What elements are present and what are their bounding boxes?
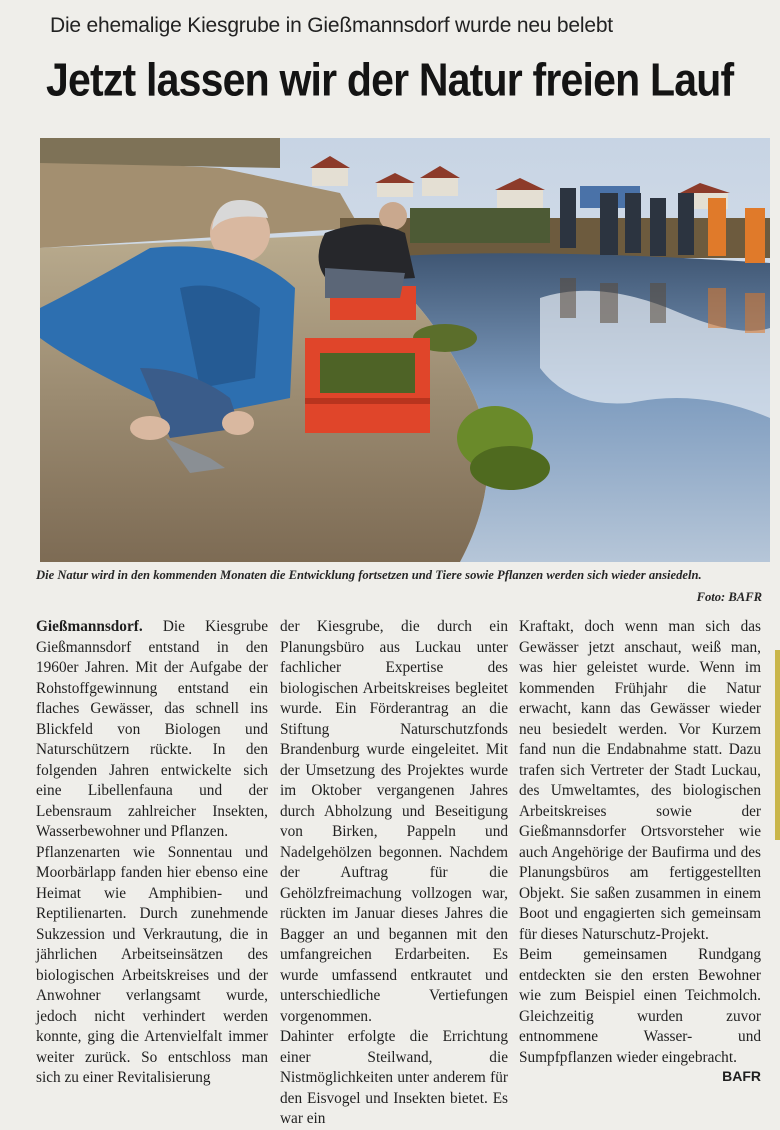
article-paragraph: [36, 617, 268, 843]
article-column-3: [519, 617, 761, 1087]
article-paragraph: der Kiesgrube, die durch ein Planungsbüro aus Luckau unter fachlicher Expertise des biologischen Arbeitskreises begleitet wurde. Ein Förderantrag an die Stiftung Naturschutzfonds Brandenburg wurde eingeleitet. Mit der Umsetzung des Projektes wurde im Oktober vergangenen Jahres durch Abholzung und Beseitigung von Birken, Pappeln und Nadelgehölzen begonnen. Nachdem der Auftrag für die Gehölzfreimachung vollzogen war, rückten im Januar dieses Jahres die Bagger an und begannen mit den umfangreichen Erdarbeiten. Es wurde umfassend entkrautet und unterschiedliche Vertiefungen vorgenommen.: [280, 618, 508, 1025]
article-paragraph: Dahinter erfolgte die Errichtung einer Steilwand, die Nistmöglichkeiten unter anderem für den Eisvogel und Insekten bietet. Es war ein: [280, 1028, 508, 1127]
page-edge-strip: [775, 650, 780, 840]
article-paragraph: Kraftakt, doch wenn man sich das Gewässer jetzt anschaut, weiß man, was hier geleistet wurde. Wenn im kommenden Frühjahr die Natur erwacht, kann das Gewässer wieder neu besiedelt werden. Vor Kurzem fand nun die Endabnahme statt. Dazu trafen sich Vertreter der Stadt Luckau, des Umweltamtes, des biologischen Arbeitskreises sowie der Gießmannsdorfer Ortsvorsteher wie auch Angehörige der Baufirma und des Planungsbüros am fertiggestellten Objekt. Sie saßen zusammen in einem Boot und engagierten sich gemeinsam für dieses Naturschutz-Projekt.: [519, 618, 761, 943]
article-column-2: [280, 617, 508, 1130]
article-photo: [40, 138, 770, 562]
paragraph-text: Die Kiesgrube Gießmannsdorf entstand in den 1960er Jahren. Mit der Aufgabe der Rohstoffgewinnung entstand ein flaches Gewässer, das schnell ins Blickfeld von Biologen und Naturschützern rückte. In den folgenden Jahren entwickelte sich eine Libellenfauna und der Lebensraum zahlreicher Insekten, Wasserbewohner und Pflanzen.: [36, 618, 268, 840]
photo-caption: Die Natur wird in den kommenden Monaten die Entwicklung fortsetzen und Tiere sowie Pflanzen werden sich wieder ansiedeln.: [36, 568, 702, 582]
photo-credit: Foto: BAFR: [696, 590, 762, 604]
article-kicker: Die ehemalige Kiesgrube in Gießmannsdorf wurde neu belebt: [50, 14, 613, 37]
author-signature: BAFR: [722, 1068, 761, 1084]
article-paragraph: Beim gemeinsamen Rundgang entdeckten sie den ersten Bewohner wie zum Beispiel einen Teichmolch. Gleichzeitig wurden zuvor entnommene Wasser- und Sumpfpflanzen wieder eingebracht.: [519, 946, 761, 1066]
article-paragraph: Pflanzenarten wie Sonnentau und Moorbärlapp fanden hier ebenso eine Heimat wie Amphibien- und Reptilienarten. Durch zunehmende Sukzession und Verkrautung, die in jährlichen Arbeitseinsätzen des biologischen Arbeitskreises und der Anwohner verlangsamt wurde, jedoch nicht verhindert werden konnte, ging die Artenvielfalt immer weiter zurück. So entschloss man sich zu einer Revitalisierung: [36, 843, 268, 1086]
article-headline: Jetzt lassen wir der Natur freien Lauf: [46, 54, 734, 106]
article-column-1: [36, 617, 268, 1089]
plant-crate: [305, 338, 430, 433]
article-dateline: Gießmannsdorf.: [36, 618, 143, 635]
